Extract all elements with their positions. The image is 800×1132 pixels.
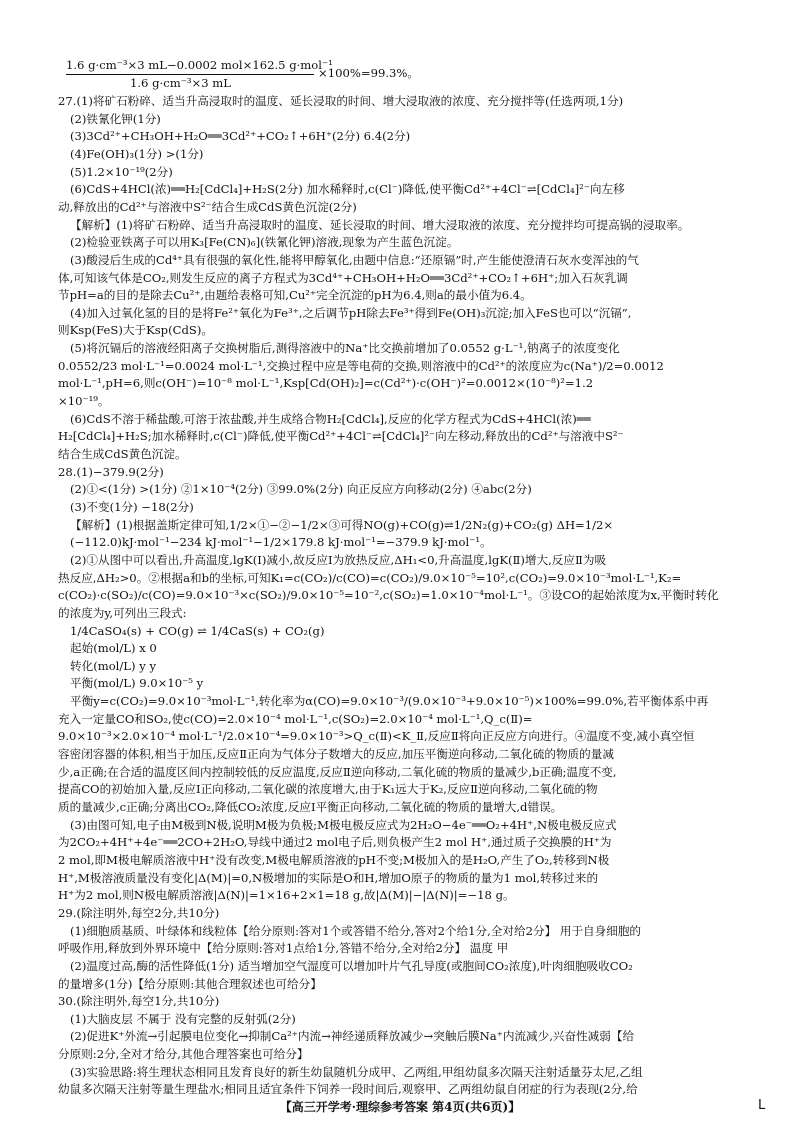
text-line: 29.(除注明外,每空2分,共10分)	[58, 905, 220, 920]
text-line: mol·L⁻¹,pH=6,则c(OH⁻)=10⁻⁸ mol·L⁻¹,Ksp[Cd(OH)₂]=c(Cd²⁺)·c(OH⁻)²=0.0012×(10⁻⁸)²=1.2	[58, 376, 594, 391]
text-line: 【解析】(1)将矿石粉碎、适当升高浸取时的温度、延长浸取的时间、增大浸取液的浓度、充分搅拌均可提高锅的浸取率。	[70, 217, 690, 232]
text-line: 节pH=a的目的是除去Cu²⁺,由题给表格可知,Cu²⁺完全沉淀的pH为6.4,则a的最小值为6.4。	[58, 288, 532, 303]
text-line: (1)大脑皮层 不属于 没有完整的反射弧(2分)	[70, 1011, 296, 1026]
text-line: 28.(1)−379.9(2分)	[58, 464, 164, 479]
text-line: 少,a正确;在合适的温度区间内控制较低的反应温度,反应Ⅱ逆向移动,二氧化硫的物质的量减少,b正确;温度不变,	[58, 764, 617, 779]
text-line: (4)加入过氧化氢的目的是将Fe²⁺氧化为Fe³⁺,之后调节pH除去Fe³⁺得到Fe(OH)₃沉淀;加入FeS也可以“沉镉”,	[70, 305, 632, 320]
text-line: (1)细胞质基质、叶绿体和线粒体【给分原则:答对1个或答错不给分,答对2个给1分,全对给2分】 用于自身细胞的	[70, 923, 642, 938]
text-line: (5)将沉镉后的溶液经阳离子交换树脂后,测得溶液中的Na⁺比交换前增加了0.0552 g·L⁻¹,钠离子的浓度变化	[70, 341, 620, 356]
text-line: H⁺为2 mol,则N极电解质溶液|Δ(N)|=1×16+2×1=18 g,故|Δ(M)|−|Δ(N)|=−18 g。	[58, 888, 515, 903]
text-line: 提高CO的初始加入量,反应Ⅰ正向移动,二氧化碳的浓度增大,由于K₁远大于K₂,反应Ⅱ逆向移动,二氧化硫的物	[58, 782, 598, 797]
top-fraction-tail: ×100%=99.3%。	[318, 66, 419, 80]
text-line: (2)①从图中可以看出,升高温度,lgK(Ⅰ)减小,故反应Ⅰ为放热反应,ΔH₁<0,升高温度,lgK(Ⅱ)增大,反应Ⅱ为吸	[70, 552, 607, 567]
text-line: (3)实验思路:将生理状态相同且发育良好的新生幼鼠随机分成甲、乙两组,甲组幼鼠多次隔天注射适量芬太尼,乙组	[70, 1064, 643, 1079]
text-line: 质的量减少,c正确;分离出CO₂,降低CO₂浓度,反应Ⅰ平衡正向移动,二氧化硫的物质的量增大,d错误。	[58, 800, 563, 814]
text-line: (2)检验亚铁离子可以用K₃[Fe(CN)₆](铁氰化钾)溶液,现象为产生蓝色沉淀。	[70, 235, 459, 250]
text-line: 体,可知该气体是CO₂,则发生反应的离子方程式为3Cd⁴⁺+CH₃OH+H₂O══3Cd²⁺+CO₂↑+6H⁺;加入石灰乳调	[58, 270, 628, 285]
text-line: (3)酸浸后生成的Cd⁴⁺具有很强的氧化性,能将甲醇氧化,由题中信息:“还原镉”时,产生能使澄清石灰水变浑浊的气	[70, 252, 639, 267]
page-footer: 【高三开学考·理综参考答案 第4页(共6页)】	[279, 1100, 521, 1114]
text-line: 1/4CaSO₄(s) + CO(g) ⇌ 1/4CaS(s) + CO₂(g)	[70, 623, 325, 638]
text-line: 平衡(mol/L) 9.0×10⁻⁵ y	[70, 676, 204, 691]
text-line: ×10⁻¹⁹。	[58, 394, 110, 409]
version-letter: L	[758, 1098, 766, 1113]
text-line: 30.(除注明外,每空1分,共10分)	[58, 994, 220, 1009]
text-line: (3)3Cd²⁺+CH₃OH+H₂O══3Cd²⁺+CO₂↑+6H⁺(2分) 6.4(2分)	[70, 129, 411, 144]
text-line: (−112.0)kJ·mol⁻¹−234 kJ·mol⁻¹−1/2×179.8 kJ·mol⁻¹=−379.9 kJ·mol⁻¹。	[70, 535, 492, 550]
text-line: 起始(mol/L) x 0	[70, 641, 157, 656]
text-line: (6)CdS不溶于稀盐酸,可溶于浓盐酸,并生成络合物H₂[CdCl₄],反应的化学方程式为CdS+4HCl(浓)══	[70, 411, 591, 426]
text-line: 2 mol,即M极电解质溶液中H⁺没有改变,M极电解质溶液的pH不变;M极加入的是H₂O,产生了O₂,转移到N极	[58, 852, 610, 867]
fraction-bar	[66, 74, 314, 75]
text-line: 转化(mol/L) y y	[70, 658, 156, 673]
text-line: 分原则:2分,全对才给分,其他合理答案也可给分】	[58, 1047, 309, 1062]
text-line: H⁺,M极溶液质量没有变化|Δ(M)|=0,N极增加的实际是O和H,增加O原子的物质的量为1 mol,转移过来的	[58, 870, 599, 885]
text-line: (2)铁氰化钾(1分)	[70, 111, 161, 126]
text-line: H₂[CdCl₄]+H₂S;加水稀释时,c(Cl⁻)降低,使平衡Cd²⁺+4Cl⁻⇌[CdCl₄]²⁻向左移动,释放出的Cd²⁺与溶液中S²⁻	[58, 429, 624, 444]
text-line: 呼吸作用,释放到外界环境中【给分原则:答对1点给1分,答错不给分,全对给2分】 温度 甲	[58, 941, 509, 956]
top-fraction-denominator: 1.6 g·cm⁻³×3 mL	[130, 76, 231, 90]
text-line: 27.(1)将矿石粉碎、适当升高浸取时的温度、延长浸取的时间、增大浸取液的浓度、充分搅拌等(任选两项,1分)	[58, 94, 624, 108]
text-line: 的量增多(1分)【给分原则:其他合理叙述也可给分】	[58, 976, 322, 991]
text-line: 动,释放出的Cd²⁺与溶液中S²⁻结合生成CdS黄色沉淀(2分)	[58, 199, 357, 214]
text-line: 则Ksp(FeS)大于Ksp(CdS)。	[58, 323, 213, 338]
top-fraction-numerator: 1.6 g·cm⁻³×3 mL−0.0002 mol×162.5 g·mol⁻¹	[66, 58, 333, 72]
text-line: (3)不变(1分) −18(2分)	[70, 499, 194, 514]
text-line: 的浓度为y,可列出三段式:	[58, 605, 187, 620]
text-line: 【解析】(1)根据盖斯定律可知,1/2×①−②−1/2×③可得NO(g)+CO(g)⇌1/2N₂(g)+CO₂(g) ΔH=1/2×	[70, 517, 614, 532]
text-line: (3)由图可知,电子由M极到N极,说明M极为负极;M极电极反应式为2H₂O−4e⁻══O₂+4H⁺,N极电极反应式	[70, 817, 617, 832]
text-line: c(CO₂)·c(SO₂)/c(CO)=9.0×10⁻³×c(SO₂)/9.0×10⁻⁵=10⁻²,c(SO₂)=1.0×10⁻⁴mol·L⁻¹。③设CO的起始浓度为x,平衡时转化	[58, 588, 719, 603]
text-line: (2)促进K⁺外流→引起膜电位变化→抑制Ca²⁺内流→神经递质释放减少→突触后膜Na⁺内流减少,兴奋性减弱【给	[70, 1029, 635, 1044]
text-line: 充入一定量CO和SO₂,使c(CO)=2.0×10⁻⁴ mol·L⁻¹,c(SO₂)=2.0×10⁻⁴ mol·L⁻¹,Q_c(Ⅱ)=	[58, 711, 533, 726]
text-line: 热反应,ΔH₂>0。②根据a和b的坐标,可知K₁=c(CO₂)/c(CO)=c(CO₂)/9.0×10⁻⁵=10²,c(CO₂)=9.0×10⁻³mol·L⁻¹,K₂=	[58, 570, 682, 585]
text-line: (2)温度过高,酶的活性降低(1分) 适当增加空气湿度可以增加叶片气孔导度(或胞间CO₂浓度),叶肉细胞吸收CO₂	[70, 958, 633, 973]
text-line: 0.0552/23 mol·L⁻¹=0.0024 mol·L⁻¹,交换过程中应是等电荷的交换,则溶液中的Cd²⁺的浓度应为c(Na⁺)/2=0.0012	[58, 358, 664, 373]
text-line: 9.0×10⁻³×2.0×10⁻⁴ mol·L⁻¹/2.0×10⁻⁴=9.0×10⁻³>Q_c(Ⅱ)<K_Ⅱ,反应Ⅱ将向正反应方向进行。④温度不变,减小真空恒	[58, 729, 695, 744]
text-line: (6)CdS+4HCl(浓)══H₂[CdCl₄]+H₂S(2分) 加水稀释时,c(Cl⁻)降低,使平衡Cd²⁺+4Cl⁻⇌[CdCl₄]²⁻向左移	[70, 182, 625, 197]
text-line: 容密闭容器的体积,相当于加压,反应Ⅱ正向为气体分子数增大的反应,加压平衡逆向移动,二氧化硫的物质的量减	[58, 747, 614, 762]
text-line: (2)①<(1分) >(1分) ②1×10⁻⁴(2分) ③99.0%(2分) 向正反应方向移动(2分) ④abc(2分)	[70, 482, 532, 497]
text-line: 平衡y=c(CO₂)=9.0×10⁻³mol·L⁻¹,转化率为α(CO)=9.0×10⁻³/(9.0×10⁻³+9.0×10⁻⁵)×100%=99.0%,若平衡体系中再	[70, 694, 709, 709]
text-line: (4)Fe(OH)₃(1分) >(1分)	[70, 146, 204, 161]
text-line: 幼鼠多次隔天注射等量生理盐水;相同且适宜条件下饲养一段时间后,观察甲、乙两组幼鼠自闭症的行为表现(2分,给	[58, 1082, 638, 1097]
text-line: 结合生成CdS黄色沉淀。	[58, 447, 187, 461]
text-line: (5)1.2×10⁻¹⁹(2分)	[70, 164, 173, 179]
text-line: 为2CO₂+4H⁺+4e⁻══2CO+2H₂O,导线中通过2 mol电子后,则负极产生2 mol H⁺,通过质子交换膜的H⁺为	[58, 835, 612, 850]
